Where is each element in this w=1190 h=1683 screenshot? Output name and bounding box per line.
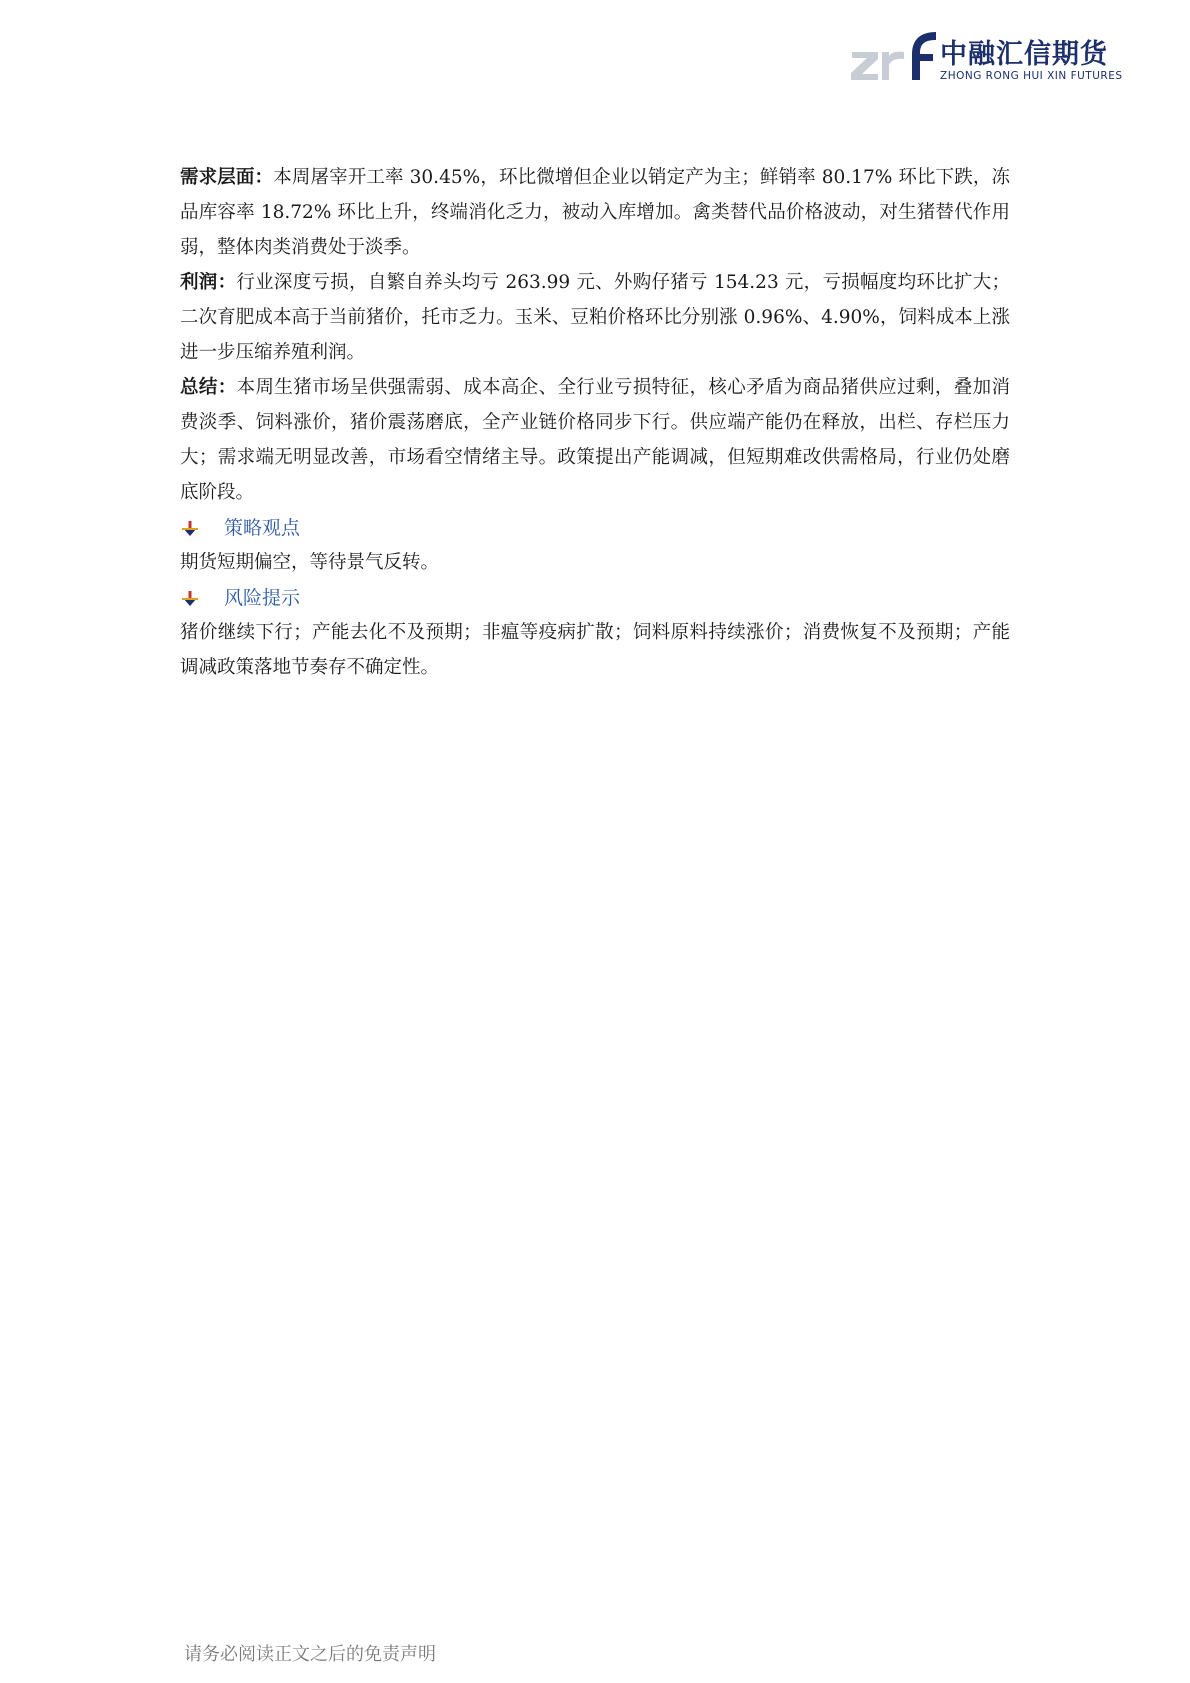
logo-chinese-name: 中融汇信期货 — [940, 39, 1108, 70]
profit-paragraph — [180, 265, 1010, 370]
zrf-logo-mark-icon — [848, 26, 940, 88]
demand-paragraph — [180, 160, 1010, 265]
summary-label: 总结： — [180, 377, 237, 398]
profit-label: 利润： — [180, 272, 237, 293]
summary-text: 本周生猪市场呈供强需弱、成本高企、全行业亏损特征，核心矛盾为商品猪供应过剩，叠加消费淡季、饲料涨价，猪价震荡磨底，全产业链价格同步下行。供应端产能仍在释放，出栏、存栏压力大；需求端无明显改善，市场看空情绪主导。政策提出产能调减，但短期难改供需格局，行业仍处磨底阶段。 — [180, 377, 1010, 503]
risk-text: 猪价继续下行；产能去化不及预期；非瘟等疫病扩散；饲料原料持续涨价；消费恢复不及预期；产能调减政策落地节奏存不确定性。 — [180, 622, 1010, 678]
down-arrow-bullet-icon — [182, 521, 198, 537]
down-arrow-bullet-icon — [182, 591, 198, 607]
profit-text: 行业深度亏损，自繁自养头均亏 263.99 元、外购仔猪亏 154.23 元，亏损幅度均环比扩大；二次育肥成本高于当前猪价，托市乏力。玉米、豆粕价格环比分别涨 0.96%、4.90%，饲料成本上涨进一步压缩养殖利润。 — [180, 272, 1010, 363]
disclaimer-footer: 请务必阅读正文之后的免责声明 — [184, 1644, 436, 1665]
strategy-heading — [180, 512, 1010, 545]
demand-text: 本周屠宰开工率 30.45%，环比微增但企业以销定产为主；鲜销率 80.17% 环比下跌，冻品库容率 18.72% 环比上升，终端消化乏力，被动入库增加。禽类替代品价格波动，对生猪替代作用弱，整体肉类消费处于淡季。 — [180, 167, 1010, 258]
strategy-text: 期货短期偏空，等待景气反转。 — [180, 552, 440, 573]
risk-heading — [180, 582, 1010, 615]
risk-title: 风险提示 — [224, 587, 301, 609]
logo-english-name: ZHONG RONG HUI XIN FUTURES — [940, 70, 1123, 82]
demand-label: 需求层面： — [180, 167, 274, 188]
report-content — [180, 160, 1010, 685]
strategy-title: 策略观点 — [224, 517, 301, 539]
summary-paragraph — [180, 370, 1010, 510]
company-logo — [848, 26, 1128, 88]
